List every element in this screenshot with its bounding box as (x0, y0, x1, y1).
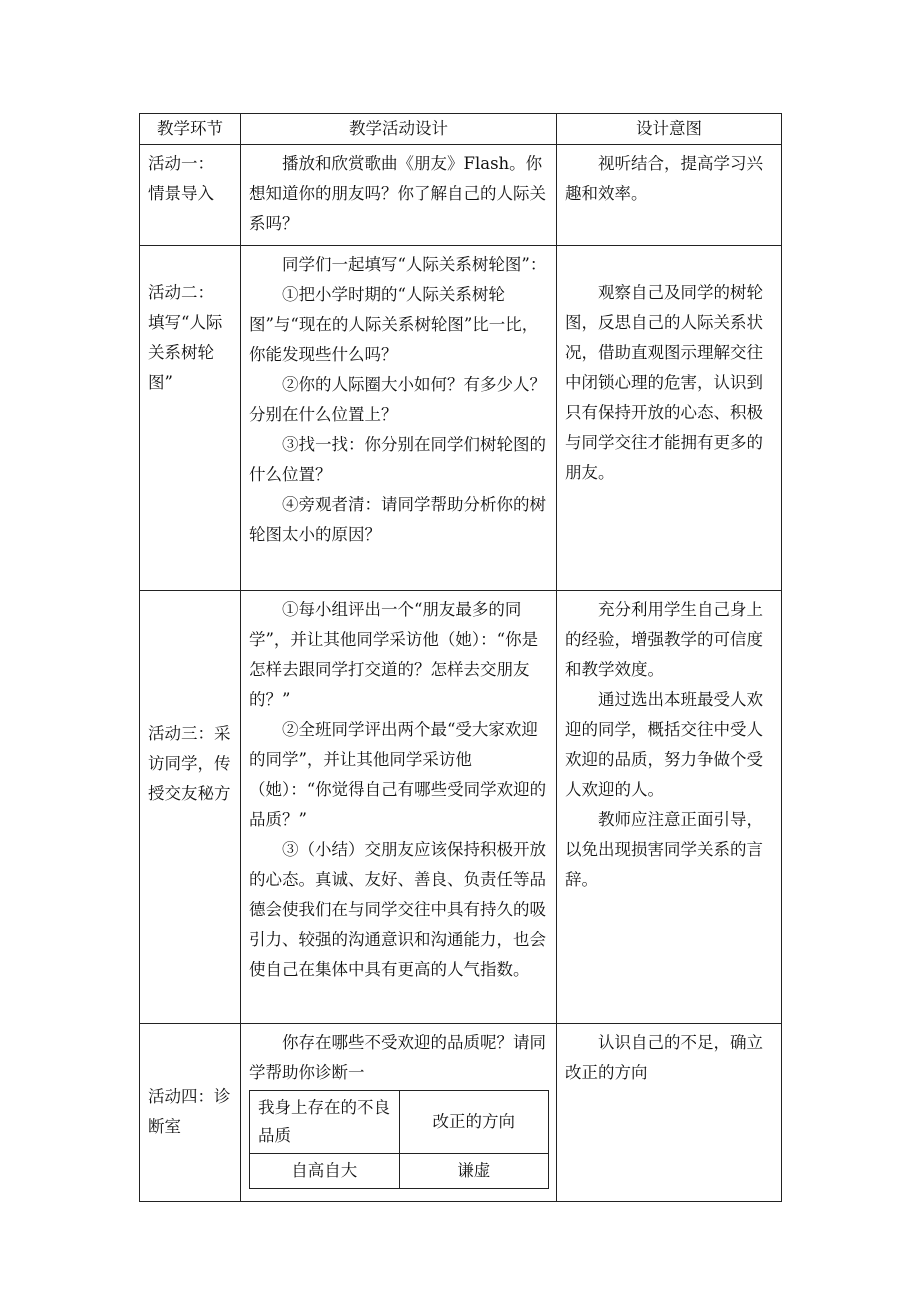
stage-text: 填写“人际关系树轮图” (148, 313, 223, 392)
intent-cell (557, 145, 782, 246)
activity-paragraph: 播放和欣赏歌曲《朋友》Flash。你想知道你的朋友吗？你了解自己的人际关系吗？ (249, 154, 546, 233)
activity-cell (241, 145, 557, 246)
table-row (140, 1024, 782, 1202)
header-intent: 设计意图 (557, 114, 782, 145)
stage-text: 活动三：采访同学，传授交友秘方 (148, 724, 231, 803)
activity-paragraph: ③找一找：你分别在同学们树轮图的什么位置？ (249, 435, 546, 484)
table-row (140, 591, 782, 1024)
activity-cell (241, 246, 557, 591)
intent-paragraph: 充分利用学生自己身上的经验，增强教学的可信度和教学效度。 (565, 600, 763, 679)
activity-paragraph: ①每小组评出一个“朋友最多的同学”，并让其他同学采访他（她）：“你是怎样去跟同学打交道的？怎样去交朋友的？” (249, 600, 539, 709)
diagnosis-header-direction: 改正的方向 (399, 1091, 549, 1154)
stage-cell (140, 591, 241, 1024)
intent-paragraph: 认识自己的不足，确立改正的方向 (565, 1033, 763, 1082)
table-row (140, 246, 782, 591)
activity-paragraph: ④旁观者清：请同学帮助分析你的树轮图太小的原因？ (249, 495, 546, 544)
diagnosis-flaw: 自高自大 (250, 1154, 400, 1189)
activity-paragraph: ③（小结）交朋友应该保持积极开放的心态。真诚、友好、善良、负责任等品德会使我们在与同学交往中具有持久的吸引力、较强的沟通意识和沟通能力，也会使自己在集体中具有更高的人气指数。 (249, 840, 546, 979)
intent-paragraph: 通过选出本班最受人欢迎的同学，概括交往中受人欢迎的品质，努力争做个受人欢迎的人。 (565, 690, 763, 799)
intent-paragraph: 观察自己及同学的树轮图，反思自己的人际关系状况，借助直观图示理解交往中闭锁心理的危害，认识到只有保持开放的心态、积极与同学交往才能拥有更多的朋友。 (565, 283, 763, 482)
intent-cell (557, 591, 782, 1024)
diagnosis-table (249, 1090, 549, 1189)
stage-text: 活动一： (148, 154, 214, 173)
stage-cell (140, 1024, 241, 1202)
diagnosis-header-flaw: 我身上存在的不良品质 (250, 1091, 400, 1154)
diagnosis-direction: 谦虚 (399, 1154, 549, 1189)
header-activity: 教学活动设计 (241, 114, 557, 145)
stage-text: 活动四：诊断室 (148, 1086, 231, 1136)
stage-text: 情景导入 (148, 184, 214, 203)
intent-cell (557, 246, 782, 591)
intent-cell (557, 1024, 782, 1202)
activity-paragraph: 同学们一起填写“人际关系树轮图”： (282, 255, 547, 274)
header-row (140, 114, 782, 145)
stage-cell (140, 246, 241, 591)
activity-cell (241, 591, 557, 1024)
header-stage: 教学环节 (140, 114, 241, 145)
diagnosis-header-row (250, 1091, 549, 1154)
activity-paragraph: ①把小学时期的“人际关系树轮图”与“现在的人际关系树轮图”比一比，你能发现些什么吗？ (249, 285, 539, 364)
activity-paragraph: ②全班同学评出两个最“受大家欢迎的同学”，并让其他同学采访他（她）：“你觉得自己有哪些受同学欢迎的品质？” (249, 720, 547, 829)
lesson-plan-table (139, 113, 782, 1202)
stage-cell (140, 145, 241, 246)
intent-paragraph: 教师应注意正面引导，以免出现损害同学关系的言辞。 (565, 810, 763, 889)
diagnosis-row (250, 1154, 549, 1189)
activity-cell (241, 1024, 557, 1202)
stage-text: 活动二： (148, 283, 214, 302)
table-row (140, 145, 782, 246)
intent-paragraph: 视听结合，提高学习兴趣和效率。 (565, 154, 763, 203)
activity-paragraph: ②你的人际圈大小如何？有多少人？分别在什么位置上？ (249, 375, 546, 424)
activity-paragraph: 你存在哪些不受欢迎的品质呢？请同学帮助你诊断一 (249, 1033, 546, 1082)
